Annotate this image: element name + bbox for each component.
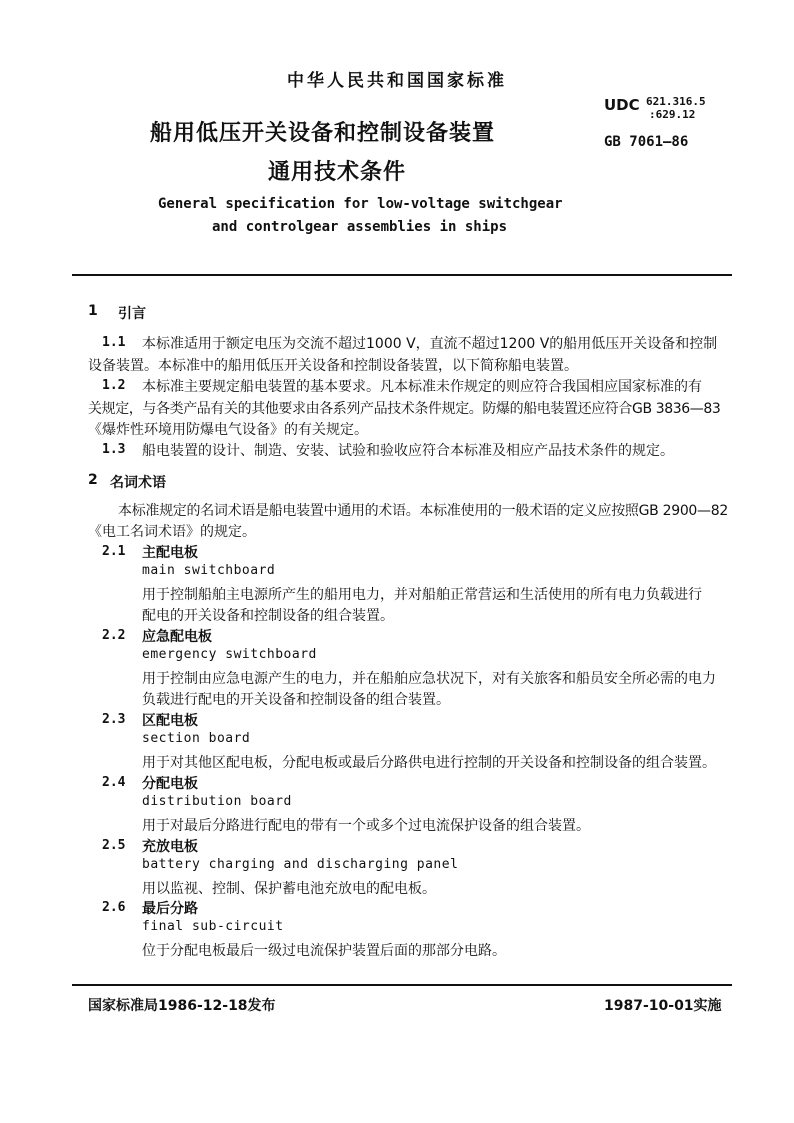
gb-standard-code: GB 7061—86: [604, 134, 689, 150]
term-english: final sub-circuit: [142, 919, 284, 934]
clause-1-1-number: 1.1: [102, 335, 126, 350]
header-divider: [72, 274, 732, 276]
term-definition-line1: 用于控制船舶主电源所产生的船用电力，并对船舶正常营运和生活使用的所有电力负载进行: [142, 587, 702, 603]
term-definition-line1: 用以监视、控制、保护蓄电池充放电的配电板。: [142, 881, 436, 897]
term-name: 分配电板: [142, 776, 198, 792]
term-definition-line1: 用于控制由应急电源产生的电力，并在船舶应急状况下，对有关旅客和船员安全所必需的电力: [142, 671, 716, 687]
term-english: emergency switchboard: [142, 647, 317, 662]
udc-code-2: :629.12: [649, 108, 696, 121]
document-title-line1: 船用低压开关设备和控制设备装置: [150, 121, 496, 146]
effective-date: 1987-10-01实施: [604, 998, 722, 1014]
document-title-line2: 通用技术条件: [268, 160, 407, 185]
udc-label: UDC: [604, 96, 640, 114]
term-number: 2.1: [102, 544, 126, 559]
issue-date: 国家标准局1986-12-18发布: [88, 998, 276, 1014]
footer-divider: [72, 984, 732, 986]
term-number: 2.5: [102, 838, 126, 853]
clause-1-2-number: 1.2: [102, 378, 126, 393]
english-title-line2: and controlgear assemblies in ships: [212, 219, 508, 235]
term-name: 区配电板: [142, 713, 198, 729]
term-number: 2.4: [102, 775, 126, 790]
term-definition-line1: 用于对其他区配电板，分配电板或最后分路供电进行控制的开关设备和控制设备的组合装置。: [142, 755, 716, 771]
term-name: 应急配电板: [142, 629, 212, 645]
clause-1-2-line1: 本标准主要规定船电装置的基本要求。凡本标准未作规定的则应符合我国相应国家标准的有: [142, 379, 702, 395]
term-definition-line2: 配电的开关设备和控制设备的组合装置。: [142, 608, 394, 624]
section2-intro-line1: 本标准规定的名词术语是船电装置中通用的术语。本标准使用的一般术语的定义应按照GB 2900—82: [118, 503, 728, 519]
section1-number: 1: [88, 303, 98, 319]
clause-1-2-line3: 《爆炸性环境用防爆电气设备》的有关规定。: [88, 422, 368, 438]
term-definition-line1: 用于对最后分路进行配电的带有一个或多个过电流保护设备的组合装置。: [142, 818, 590, 834]
term-definition-line2: 负载进行配电的开关设备和控制设备的组合装置。: [142, 692, 450, 708]
term-name: 充放电板: [142, 839, 198, 855]
term-number: 2.3: [102, 712, 126, 727]
term-english: main switchboard: [142, 563, 276, 578]
term-english: section board: [142, 731, 251, 746]
section2-intro-line2: 《电工名词术语》的规定。: [88, 524, 256, 540]
standard-organization: 中华人民共和国国家标准: [287, 71, 507, 91]
clause-1-3-line1: 船电装置的设计、制造、安装、试验和验收应符合本标准及相应产品技术条件的规定。: [142, 443, 674, 459]
section2-number: 2: [88, 472, 98, 488]
term-number: 2.2: [102, 628, 126, 643]
section2-heading: 名词术语: [110, 475, 166, 491]
section1-heading: 引言: [118, 306, 146, 322]
term-name: 主配电板: [142, 545, 198, 561]
clause-1-2-line2: 关规定，与各类产品有关的其他要求由各系列产品技术条件规定。防爆的船电装置还应符合GB 3836—83: [88, 401, 721, 417]
english-title-line1: General specification for low-voltage switchgear: [158, 196, 563, 212]
clause-1-1-line1: 本标准适用于额定电压为交流不超过1000 V，直流不超过1200 V的船用低压开关设备和控制: [142, 336, 718, 352]
term-number: 2.6: [102, 900, 126, 915]
term-definition-line1: 位于分配电板最后一级过电流保护装置后面的那部分电路。: [142, 943, 506, 959]
clause-1-3-number: 1.3: [102, 442, 126, 457]
udc-code-1: 621.316.5: [646, 95, 706, 108]
clause-1-1-line2: 设备装置。本标准中的船用低压开关设备和控制设备装置，以下简称船电装置。: [88, 358, 578, 374]
term-english: battery charging and discharging panel: [142, 857, 459, 872]
term-name: 最后分路: [142, 901, 198, 917]
term-english: distribution board: [142, 794, 292, 809]
